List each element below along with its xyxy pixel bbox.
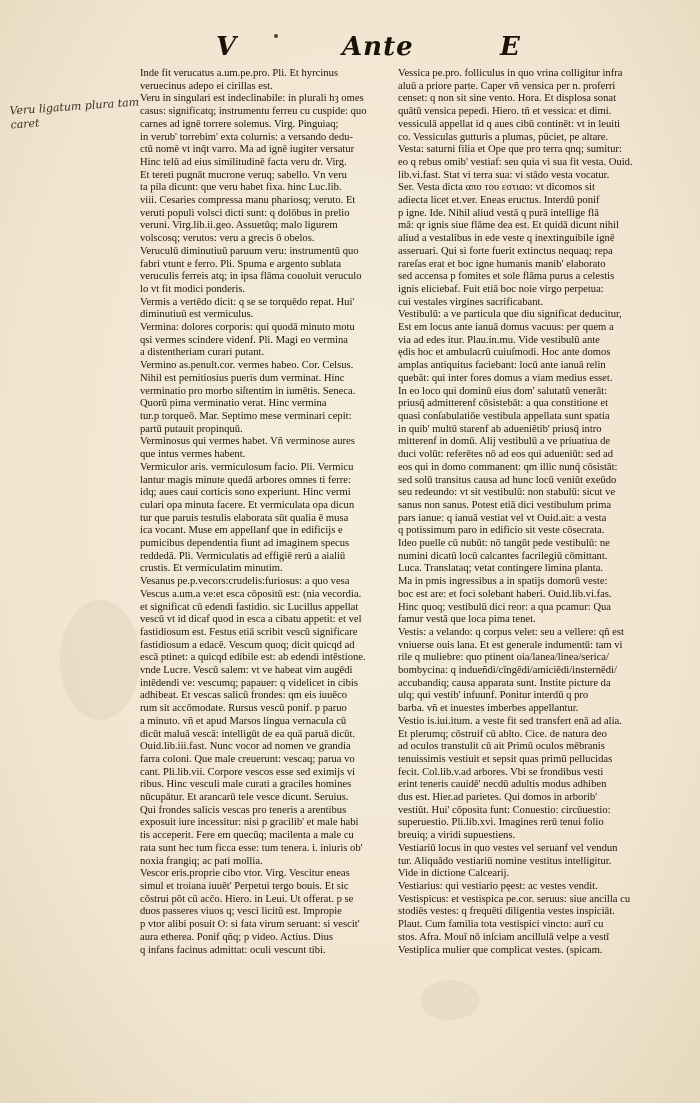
text-line: seu redeundo: vt sit vestibulū: non stabulū: sicut ve	[398, 487, 616, 499]
text-line: tis acceperit. Fere em quecūq; macilenta a male cu	[140, 830, 354, 842]
text-line: co. Vessiculas gutturis a plumas, püciet, pe altare.	[398, 131, 609, 143]
text-line: priusq̄ admitterenf cōsistebāt: a qua constitione et	[398, 398, 609, 410]
text-line: in quib' multū starenf ab adueniētib' priusq̄ intro	[398, 423, 602, 435]
text-line: aura etherea. Ponif qñq; p video. Actius. Dius	[140, 931, 333, 943]
text-line: ctū nomē vt inq̄t varro. Ma ad ignē iugiter versatur	[140, 144, 355, 156]
text-line: Vestiplica mulier que complicat vestes. (spicam.	[398, 944, 603, 956]
text-line: Veru in singulari est indeclinabile: in plurali hȝ omes	[140, 93, 364, 105]
text-line: Verminosus qui vermes habet. Vñ verminose aures	[140, 436, 355, 448]
text-line: Ser. Vesta dicta απο του εστιαο: vt dicomos sit	[398, 182, 595, 194]
text-line: rile q muliebre: quo ptinent oia/lanea/linea/serica/	[398, 652, 609, 664]
text-line: Est em locus ante ianuā domus vacuus: per quem a	[398, 322, 614, 334]
text-line: stos. Afra. Mouī nō inſciam ancillulā velpe a vestī	[398, 931, 610, 943]
text-line: ędis hoc et ambulacrū cuiuſmodi. Hoc ante domos	[398, 347, 611, 359]
text-line: noxia frangiq; ac pati mollia.	[140, 855, 263, 867]
text-line: lo vt fit modici ponderis.	[140, 283, 246, 295]
text-line: Ma in pmis ingressibus a in spatijs domorū veste:	[398, 576, 608, 588]
text-line: fecit. Col.lib.v.ad arbores. Vbi se frondibus vesti	[398, 766, 604, 778]
text-line: crustis. Et vermiculatim minutim.	[140, 563, 283, 575]
text-line: dicūt maluā vescā: intelligūt de ea quā paruā dicūt.	[140, 728, 356, 740]
text-line: verminatio pro morbo siſtentim in iumētis. Seneca.	[140, 385, 356, 397]
text-line: quātū vensica pepedi. Hiero. tñ et vessica: et dimi.	[398, 106, 612, 118]
text-line: Plaut. Cum familia tota vestispici vincto: aurī cu	[398, 919, 604, 931]
text-line: Hinc quoq; vestibulū dici reor: a qua pcamur: Qua	[398, 601, 611, 613]
text-line: sanus non sanus. Potest etiā dici vestibulum prima	[398, 499, 612, 511]
text-line: fastidiosum a edacē. Vescum quoq; dicit quicqd ad	[140, 639, 355, 651]
text-line: Luca. Translataq; vetat contingere limina planta.	[398, 563, 604, 575]
text-line: cōstrui pōt cū acc̄o. Hiero. in Leui. Ut offerat. p se	[140, 893, 354, 905]
text-line: partū putauit propinquū.	[140, 423, 243, 435]
text-line: aliud a vestalibus in ede veste q inextinguibile ignē	[398, 233, 615, 245]
text-line: Ideo puelle cū nubūt: nō tangūt pede vestibulū: ne	[398, 538, 610, 550]
text-line: ta pila dicunt: que veru habet fixa. hinc Luc.lib.	[140, 182, 342, 194]
text-line: censet: q non sit sine vento. Hora. Et displosa sonat	[398, 93, 617, 105]
text-line: lantur magis minute quedā arbores omnes ti ferre:	[140, 474, 351, 486]
text-line: vniuerse ouis lana. Et est generale indumentū: tam vi	[398, 639, 623, 651]
text-line: Hinc telū ad eius similitudinē facta veru dr. Virg.	[140, 156, 347, 168]
text-line: casus: significatq; instrumentu ferreu cu cuspide: quo	[140, 106, 367, 118]
ink-speck	[274, 34, 278, 38]
text-line: carnes ad ignē torrere solemus. Virg. Pinguiaq;	[140, 118, 339, 130]
text-line: escā ptinet: a quicqd edibile est: ab edendi intēstione.	[140, 652, 366, 664]
text-line: quasi conſabulatiōe vestibula appellata sunt spatia	[398, 410, 610, 422]
text-line: duci volūt: referētes nō ad eos qui adueniūt: sed ad	[398, 449, 614, 461]
text-line: in verub' torrebim' exta colurnis: a versando dedu-	[140, 131, 353, 143]
text-line: Vestio is.iui.itum. a veste fit sed transfert enā ad alia.	[398, 715, 622, 727]
text-line: quebāt: qui inter fores domus a viam medius esset.	[398, 372, 613, 384]
text-line: Veruculū diminutiuū paruum veru: instrumentū quo	[140, 245, 359, 257]
text-line: veruni. Virg.lib.ii.geo. Assuetūq; malo ligurem	[140, 220, 338, 232]
text-line: ica vocant. Muse em appellanf que in edificijs e	[140, 525, 343, 537]
text-line: fastidiosum est. Festus etiā scribit vescū significare	[140, 626, 358, 638]
text-line: ribus. Hinc vesculi male curati a graciles homines	[140, 779, 352, 791]
text-line: ulq; qui vestib' infuunf. Ponitur interdū q pro	[398, 690, 589, 702]
text-line: et significat cū edendi fastidio. sic Lucillus appellat	[140, 601, 359, 613]
text-line: via ad edes itur. Plau.in.mu. Vide vestibulū ante	[398, 334, 600, 346]
text-line: stodiēs vestes: q frequēti diligentia vestes inspiciāt.	[398, 906, 615, 918]
text-line: erint teneris cauidē' necdū adultis modus adhiben	[398, 779, 607, 791]
text-line: amplas antiquitus faciebant: locū ante ianuā relin	[398, 360, 606, 372]
left-text-column	[140, 68, 390, 957]
text-line: que intus vermes habent.	[140, 449, 246, 461]
text-line: Vescor eris.proprie cibo vtor. Virg. Vescitur eneas	[140, 868, 350, 880]
text-line: exposuit iure incessitur: nisi p gracilib' et male habi	[140, 817, 359, 829]
header-right-letter: E	[500, 32, 520, 62]
text-line: boc est are: et foci solebant haberi. Ouid.lib.vi.fas.	[398, 588, 612, 600]
text-line: vessiculā appellat id q aues cibū continēt: vt in leuiti	[398, 118, 621, 130]
right-text-column	[398, 68, 684, 957]
text-line: ignis eliciebaf. Fuit etiā boc noie virgo perpetua:	[398, 283, 604, 295]
text-line: tur que paruis testulis elaborata sūt qualia ē musa	[140, 512, 349, 524]
running-header	[0, 30, 700, 70]
text-line: Qui frondes salicis vescas pro teneris a arentibus	[140, 804, 347, 816]
text-line: Vermiculor aris. vermiculosum facio. Pli. Vermicu	[140, 461, 354, 473]
text-line: Et plerumq; cōstruif cū ablto. Cice. de natura deo	[398, 728, 607, 740]
text-line: veruti populi volsci dicti sunt: q dolōbus in prelio	[140, 207, 350, 219]
text-line: a minuto. vñ et apud Marsos lingua vernacula cū	[140, 715, 347, 727]
text-line: eo q rebus omib' vestiaf: seu quia vi sua fit vesta. Ouid.	[398, 156, 633, 168]
text-line: rareſas erat et boc igne humanis manib' elaborato	[398, 258, 606, 270]
text-line: Vescus a.um.a ve:et esca cōpositū est: (nia vecordia.	[140, 588, 362, 600]
text-line: nūcupātur. Et arancarū tele vesce dicunt. Seruius.	[140, 792, 349, 804]
text-line: asseruari. Qui si forte fuerit extinctus nequaq; repa	[398, 245, 613, 257]
text-line: q potissimum paro in edificio sit veste cōsecrata.	[398, 525, 605, 537]
text-line: adhibeat. Et vescas salicū frondes: qm eis iuuēco	[140, 690, 348, 702]
header-left-letter: V	[216, 32, 237, 62]
text-line: Et tereti pugnāt mucrone veruq; sabello. Vn veru	[140, 169, 347, 181]
text-line: rata sunt hec tum ficca esse: tum tenera. i. iniuris ob'	[140, 842, 363, 854]
text-line: ad oculos transtulit cū ait Primū oculos mēbranis	[398, 741, 605, 753]
text-line: simul et troiana iuuēt' Perpetui tergo bouis. Et sic	[140, 881, 349, 892]
text-line: farra coloni. Que male creuerunt: vescaq; parua vo	[140, 753, 355, 765]
text-line: veruculis ferreis atq; in ipsa flāma couoluit veruculo	[140, 271, 362, 283]
handwritten-marginal-note: Veru ligatum plura tam caret	[9, 95, 140, 132]
text-line: vnde Lucre. Vescū salem: vt ve habeat vim augēdi	[140, 665, 353, 677]
text-line: q infans facinus admittat: oculi vescunt tibi.	[140, 944, 326, 956]
text-line: p vtor alibi posuit O: si fata virum seruant: si vescit'	[140, 919, 360, 931]
text-line: mā: qr ignis siue flāme dea est. Et quidā dicunt nihil	[398, 220, 619, 232]
text-line: Vestispicus: et vestispica pe.cor. seruus: siue ancilla cu	[398, 893, 631, 905]
text-line: lib.vi.fast. Stat vi terra sua: vi stādo vesta vocatur.	[398, 169, 610, 181]
text-line: veruecinus adepo ei cirillas est.	[140, 80, 273, 92]
text-line: qsi vermes scindere videnf. Pli. Magi eo vermina	[140, 334, 348, 346]
text-line: sed solū transitus causa ad hunc locū veniūt exeūdo	[398, 474, 617, 486]
text-line: vescū vt id dicaf quod in esca a cibatu appetit: et vel	[140, 614, 362, 626]
text-line: breuiq; a viridi supuestiens.	[398, 830, 516, 842]
text-line: Inde fit verucatus a.um.pe.pro. Pli. Et hyrcinus	[140, 68, 338, 79]
text-line: mitterenf in domū. Alij vestibulū a ve priuatiua de	[398, 436, 611, 448]
text-line: Vesta: saturni filia et Ope que pro terra qnq; sumitur:	[398, 144, 622, 156]
text-line: culari opa minuta facere. Et vermiculata opa dicun	[140, 499, 355, 511]
text-line: Ouid.lib.iii.fast. Nunc vocor ad nomen ve grandia	[140, 741, 351, 753]
text-line: Nihil est pernitiosius pueris dum verminat. Hinc	[140, 372, 345, 384]
paper-stain	[60, 600, 140, 720]
text-line: cant. Pli.lib.vii. Corpore vescos esse sed eximijs vi	[140, 766, 356, 778]
text-line: sed accensa p fomites et sole flāma purus a celestis	[398, 271, 615, 283]
text-line: bombycina: q indueñdi/cīngēdi/amiciēdi/insternēdi/	[398, 665, 617, 677]
text-line: tur. Aliquādo vestiariū nomine vestitus intelligitur.	[398, 855, 612, 867]
text-line: duos passeres viuos q; vesci licitū est. Impropie	[140, 906, 342, 918]
header-title: Ante	[342, 32, 414, 62]
text-line: intēdendi ve: vescumq; papauer: q videlicet in cibis	[140, 677, 358, 689]
text-line: idq; aues caui corticis sono experiunt. Hinc vermi	[140, 487, 351, 499]
text-line: accubandiq; causa apparata sunt. Instite picture da	[398, 677, 611, 689]
text-line: numini dicatū locū calcantes facrilegiū cōmittant.	[398, 550, 608, 562]
text-line: Vide in dictione Calcearij.	[398, 868, 510, 880]
text-line: vestiūt. Hui' cōposita funt: Conuestio: circūuestio:	[398, 804, 611, 816]
text-line: Vessica pe.pro. folliculus in quo vrina colligitur infra	[398, 68, 623, 79]
text-line: Vesanus pe.p.vecors:crudelis:furiosus: a quo vesa	[140, 576, 350, 588]
text-line: cui vestales virgines sacrificabant.	[398, 296, 544, 308]
text-line: famur vestā que loca pima tenet.	[398, 614, 536, 626]
text-line: Vestibulū: a ve particula que diu significat deducitur,	[398, 309, 622, 321]
text-line: Vermino as.penult.cor. vermes habeo. Cor. Celsus.	[140, 360, 354, 372]
text-line: reddedā. Pli. Vermiculatis ad effigiē rerū a aialiū	[140, 550, 346, 562]
text-line: diminutiuū est vermiculus.	[140, 309, 254, 321]
text-line: viii. Cesaries compressa manu phariosq; veruto. Et	[140, 195, 356, 207]
text-line: superuestio. Pli.lib.xvi. Imagines rerū tenui folio	[398, 817, 604, 829]
text-line: p igne. Ide. Nihil aliud vestā q purā intellige flā	[398, 207, 599, 219]
text-line: rum sit accōmodate. Rursus vescū ponif. p paruo	[140, 703, 347, 715]
text-line: fabri vtunt e ferro. Pli. Spuma e argento sublata	[140, 258, 342, 270]
text-line: aluū a priore parte. Caper vñ vensica per n. proferri	[398, 80, 616, 92]
text-line: tenuissimis vestiuit et sepsit quas primū pellucidas	[398, 753, 613, 765]
text-line: a distentheriam curari putant.	[140, 347, 265, 359]
text-line: Vestis: a velando: q corpus velet: seu a vellere: qñ est	[398, 626, 624, 638]
text-line: volscosq; verutos: veru a grecis ō obelos.	[140, 233, 315, 245]
text-line: tur.p torqueō. Mar. Septimo mese verminari cepit:	[140, 410, 352, 422]
text-line: adiecta licet et.ver. Eneas eructus. Interdū ponif	[398, 195, 600, 207]
text-line: Vestiariū locus in quo vestes vel seruanf vel vendun	[398, 842, 618, 854]
text-line: Vestiarius: qui vestiario pęest: ac vestes vendit.	[398, 881, 598, 892]
text-line: eos qui in domo commanent: qm illic nunq̄ cōsistāt:	[398, 461, 618, 473]
text-line: In eo loco qui dominū eius dom' salutatū venerāt:	[398, 385, 608, 397]
text-line: Vermina: dolores corporis: qui quodā minuto motu	[140, 322, 355, 334]
text-line: Quorū pima verminatio verat. Hinc vermina	[140, 398, 327, 410]
text-line: pars ianue: q ianuā vestiat vel vt Ouid.ait: a vesta	[398, 512, 607, 524]
text-line: pumicibus dependentia fiunt ad imaginem specus	[140, 538, 350, 550]
text-line: Vermis a vertēdo dicit: q se se torquēdo repat. Hui'	[140, 296, 355, 308]
text-line: dus est. Hier.ad parietes. Qui domos in arborib'	[398, 792, 598, 804]
paper-stain	[420, 980, 480, 1020]
text-line: barba. vñ et inuestes imberbes appellantur.	[398, 703, 579, 715]
